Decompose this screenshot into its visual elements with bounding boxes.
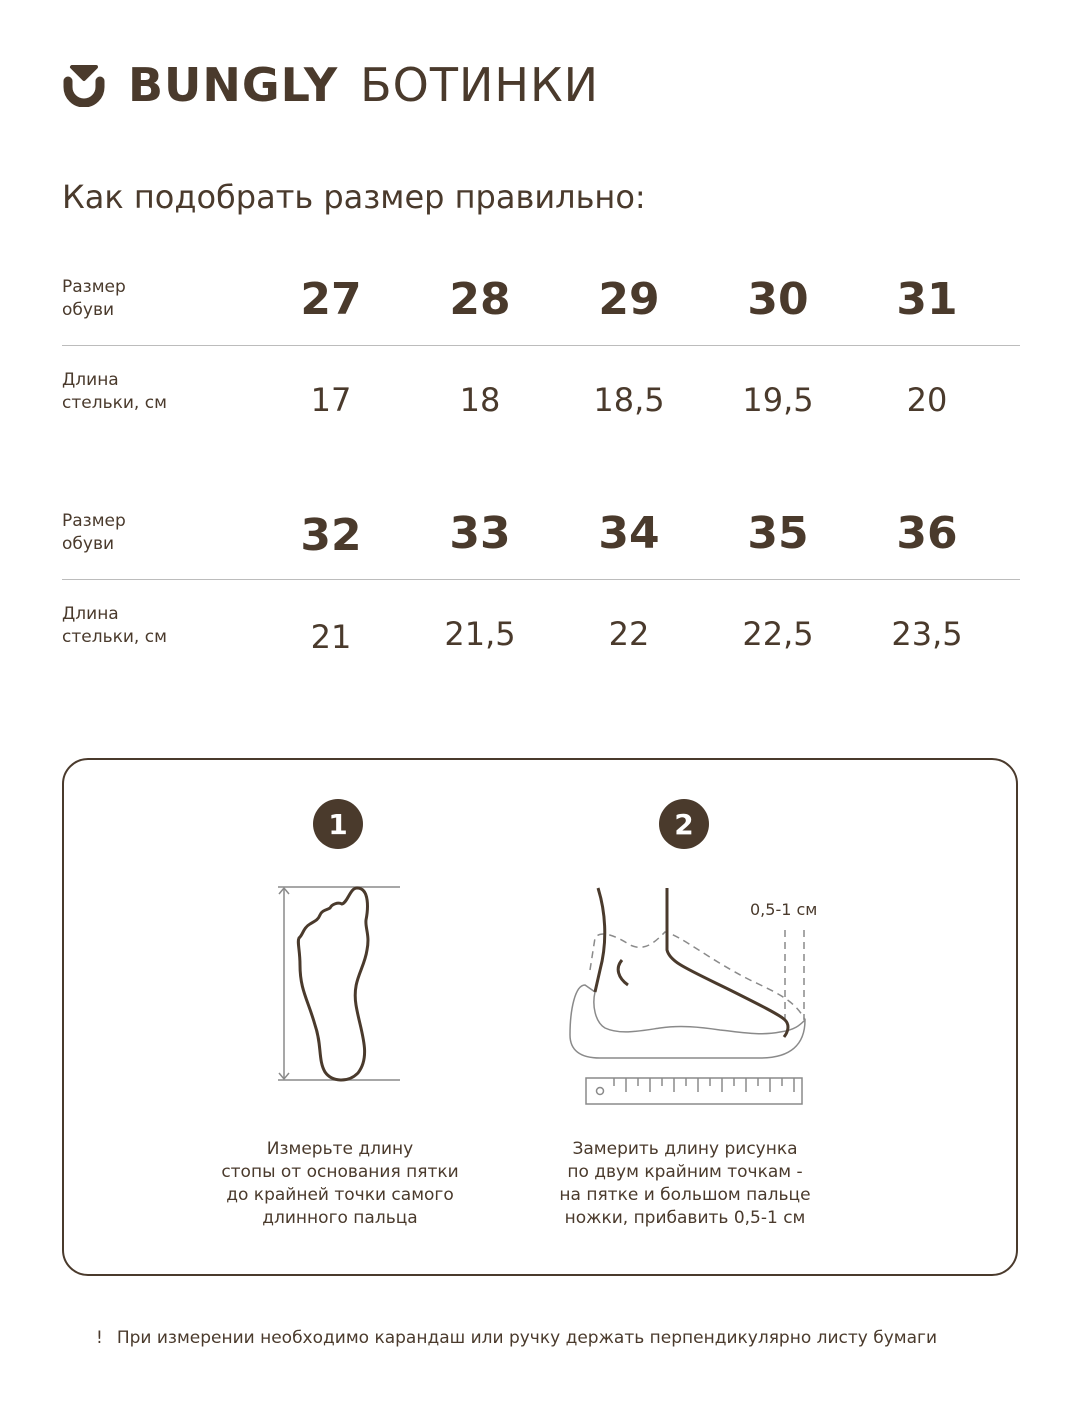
length-cell: 20 — [906, 381, 948, 419]
divider — [62, 345, 1020, 346]
size-cell: 36 — [896, 508, 958, 559]
size-cell: 30 — [747, 274, 809, 325]
step-1-badge: 1 — [313, 799, 363, 849]
step-1-description: Измерьте длину стопы от основания пятки до крайней точки самого длинного пальца — [221, 1139, 459, 1228]
length-cell: 21,5 — [444, 615, 516, 653]
foot-outline-measure-icon — [270, 880, 410, 1085]
length-label: Длина стельки, см — [62, 370, 167, 413]
step-2-description: Замерить длину рисунка по двум крайним точкам - на пятке и большом пальце ножки, прибавить 0,5-1 см — [559, 1139, 811, 1228]
length-cell: 23,5 — [891, 615, 963, 653]
length-cell: 22 — [608, 615, 650, 653]
length-label: Длина стельки, см — [62, 604, 167, 647]
page-subtitle: Как подобрать размер правильно: — [62, 178, 646, 216]
product-category: БОТИНКИ — [360, 58, 600, 112]
footnote — [96, 1328, 937, 1348]
size-label: Размер обуви — [62, 511, 126, 554]
size-cell: 33 — [449, 508, 511, 559]
size-cell: 31 — [896, 274, 958, 325]
length-cell: 21 — [310, 618, 352, 656]
length-cell: 19,5 — [742, 381, 814, 419]
size-cell: 29 — [598, 274, 660, 325]
step-2-badge: 2 — [659, 799, 709, 849]
size-cell: 32 — [300, 510, 362, 561]
brand-name: BUNGLY — [128, 58, 339, 112]
header — [62, 60, 599, 110]
length-cell: 17 — [310, 381, 352, 419]
size-cell: 27 — [300, 274, 362, 325]
bungly-logo-icon — [62, 63, 106, 107]
length-cell: 18 — [459, 381, 501, 419]
length-cell: 22,5 — [742, 615, 814, 653]
size-cell: 28 — [449, 274, 511, 325]
warning-mark: ! — [96, 1328, 103, 1348]
size-cell: 35 — [747, 508, 809, 559]
divider — [62, 579, 1020, 580]
margin-label: 0,5-1 см — [750, 900, 818, 919]
size-cell: 34 — [598, 508, 660, 559]
length-cell: 18,5 — [593, 381, 665, 419]
size-label: Размер обуви — [62, 277, 126, 320]
footnote-text: При измерении необходимо карандаш или ручку держать перпендикулярно листу бумаги — [116, 1328, 938, 1348]
